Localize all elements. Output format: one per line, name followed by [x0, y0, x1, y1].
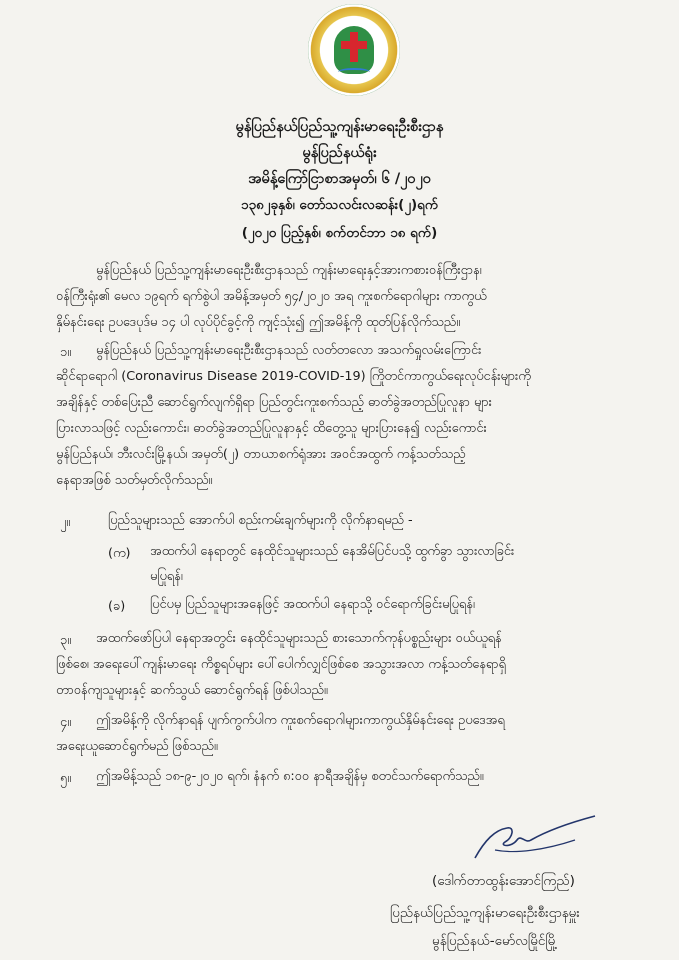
myanmar-date: ၁၃၈၂ခုနှစ်၊ တော်သလင်းလဆန်း(၂)ရက်	[240, 197, 439, 213]
p3-line-1: အထက်ဖော်ပြပါ နေရာအတွင်း နေထိုင်သူများသည် စားသောက်ကုန်ပစ္စည်းများ ဝယ်ယူရန်	[96, 631, 502, 646]
p3-line-2: ဖြစ်စေ၊ အရေးပေါ်ကျန်းမာရေး ကိစ္စရပ်များ ပေါ်ပေါက်လျှင်ဖြစ်စေ အသွားအလာ ကန့်သတ်နေရာရှိ	[56, 657, 506, 672]
p1-line-4: ပြားလာသဖြင့် လည်းကောင်း၊ ဓာတ်ခွဲအတည်ပြုလူနာနှင့် ထိတွေ့သူ များပြားနေ၍ လည်းကောင်း	[56, 421, 487, 436]
gregorian-date: (၂၀၂၀ ပြည့်နှစ်၊ စက်တင်ဘာ ၁၈ ရက်)	[241, 225, 438, 241]
p1-line-1: မွန်ပြည်နယ် ပြည်သူ့ကျန်းမာရေးဦးစီးဌာနသည် လတ်တလော အသက်ရှုလမ်းကြောင်း	[96, 343, 482, 358]
item-ka-line-2: မပြုရန်၊	[150, 569, 183, 584]
paragraph-2-number: ၂။	[60, 515, 71, 530]
p1-line-3: အချိန်နှင့် တစ်ပြေးညီ ဆောင်ရွက်လျက်ရှိရာ ပြည်တွင်းကူးစက်သည့် ဓာတ်ခွဲအတည်ပြုလူနာ များ	[56, 395, 492, 410]
ministry-seal-icon	[308, 4, 400, 96]
p4-line-2: အရေးယူဆောင်ရွက်မည် ဖြစ်သည်။	[56, 739, 218, 754]
item-ka-line-1: အထက်ပါ နေရာတွင် နေထိုင်သူများသည် နေအိမ်ပြင်ပသို့ ထွက်ခွာ သွားလာခြင်း	[150, 544, 515, 559]
department-title: မွန်ပြည်နယ်ပြည်သူ့ကျန်းမာရေးဦးစီးဌာန	[235, 119, 444, 135]
item-kha-number: (ခ)	[108, 599, 126, 614]
p1-line-5: မွန်ပြည်နယ်၊ ဘီးလင်းမြို့နယ်၊ အမှတ်(၂) တာယာစက်ရုံအား အဝင်အထွက် ကန့်သတ်သည့်	[56, 447, 466, 462]
handwritten-signature-icon	[455, 810, 615, 870]
office-title: မွန်ပြည်နယ်ရုံး	[302, 145, 377, 161]
intro-line-2: ဝန်ကြီးရုံး၏ မေလ ၁၉ရက် ရက်စွဲပါ အမိန့်အမှတ် ၅၄/၂၀၂၀ အရ ကူးစက်ရောဂါများ ကာကွယ်	[56, 289, 487, 304]
paragraph-1-number: ၁။	[60, 345, 72, 360]
p1-line-6: နေရာအဖြစ် သတ်မှတ်လိုက်သည်။	[56, 473, 213, 488]
order-number: အမိန့်ကြော်ငြာစာအမှတ်၊ ၆ /၂၀၂၀	[248, 171, 431, 187]
p3-line-3: တာဝန်ကျသူများနှင့် ဆက်သွယ် ဆောင်ရွက်ရန် ဖြစ်ပါသည်။	[56, 683, 328, 698]
item-ka-number: (က)	[108, 546, 131, 561]
intro-line-3: နှိမ်နင်းရေး ဥပဒေပုဒ်မ ၁၄ ပါ လုပ်ပိုင်ခွင့်ကို ကျင့်သုံး၍ ဤအမိန့်ကို ထုတ်ပြန်လိုက်သည်။	[56, 315, 460, 330]
paragraph-3-number: ၃။	[60, 633, 72, 648]
p1-line-2: ဆိုင်ရာရောဂါ (Coronavirus Disease 2019-COVID-19) ကြိုတင်ကာကွယ်ရေးလုပ်ငန်းများကို	[56, 369, 531, 384]
paragraph-5-number: ၅။	[60, 771, 72, 786]
signatory-title: ပြည်နယ်ပြည်သူ့ကျန်းမာရေးဦးစီးဌာနမှူး	[390, 905, 580, 921]
item-kha-line: ပြင်ပမှ ပြည်သူများအနေဖြင့် အထက်ပါ နေရာသို့ ဝင်ရောက်ခြင်းမပြုရန်၊	[150, 597, 475, 612]
p5-line: ဤအမိန့်သည် ၁၈-၉-၂၀၂၀ ရက်၊ နံနက် ၈:၀၀ နာရီအချိန်မှ စတင်သက်ရောက်သည်။	[96, 769, 484, 784]
signatory-place: မွန်ပြည်နယ်-မော်လမြိုင်မြို့	[432, 933, 558, 949]
p2-line: ပြည်သူများသည် အောက်ပါ စည်းကမ်းချက်များကို လိုက်နာရမည် -	[108, 513, 413, 528]
signatory-name: (ဒေါက်တာထွန်းအောင်ကြည်)	[432, 873, 575, 889]
p4-line-1: ဤအမိန့်ကို လိုက်နာရန် ပျက်ကွက်ပါက ကူးစက်ရောဂါများကာကွယ်နှိမ်နင်းရေး ဥပဒေအရ	[96, 713, 505, 728]
intro-line-1: မွန်ပြည်နယ် ပြည်သူ့ကျန်းမာရေးဦးစီးဌာနသည် ကျန်းမာရေးနှင့်အားကစားဝန်ကြီးဌာန၊	[96, 263, 482, 278]
paragraph-4-number: ၄။	[60, 715, 72, 730]
